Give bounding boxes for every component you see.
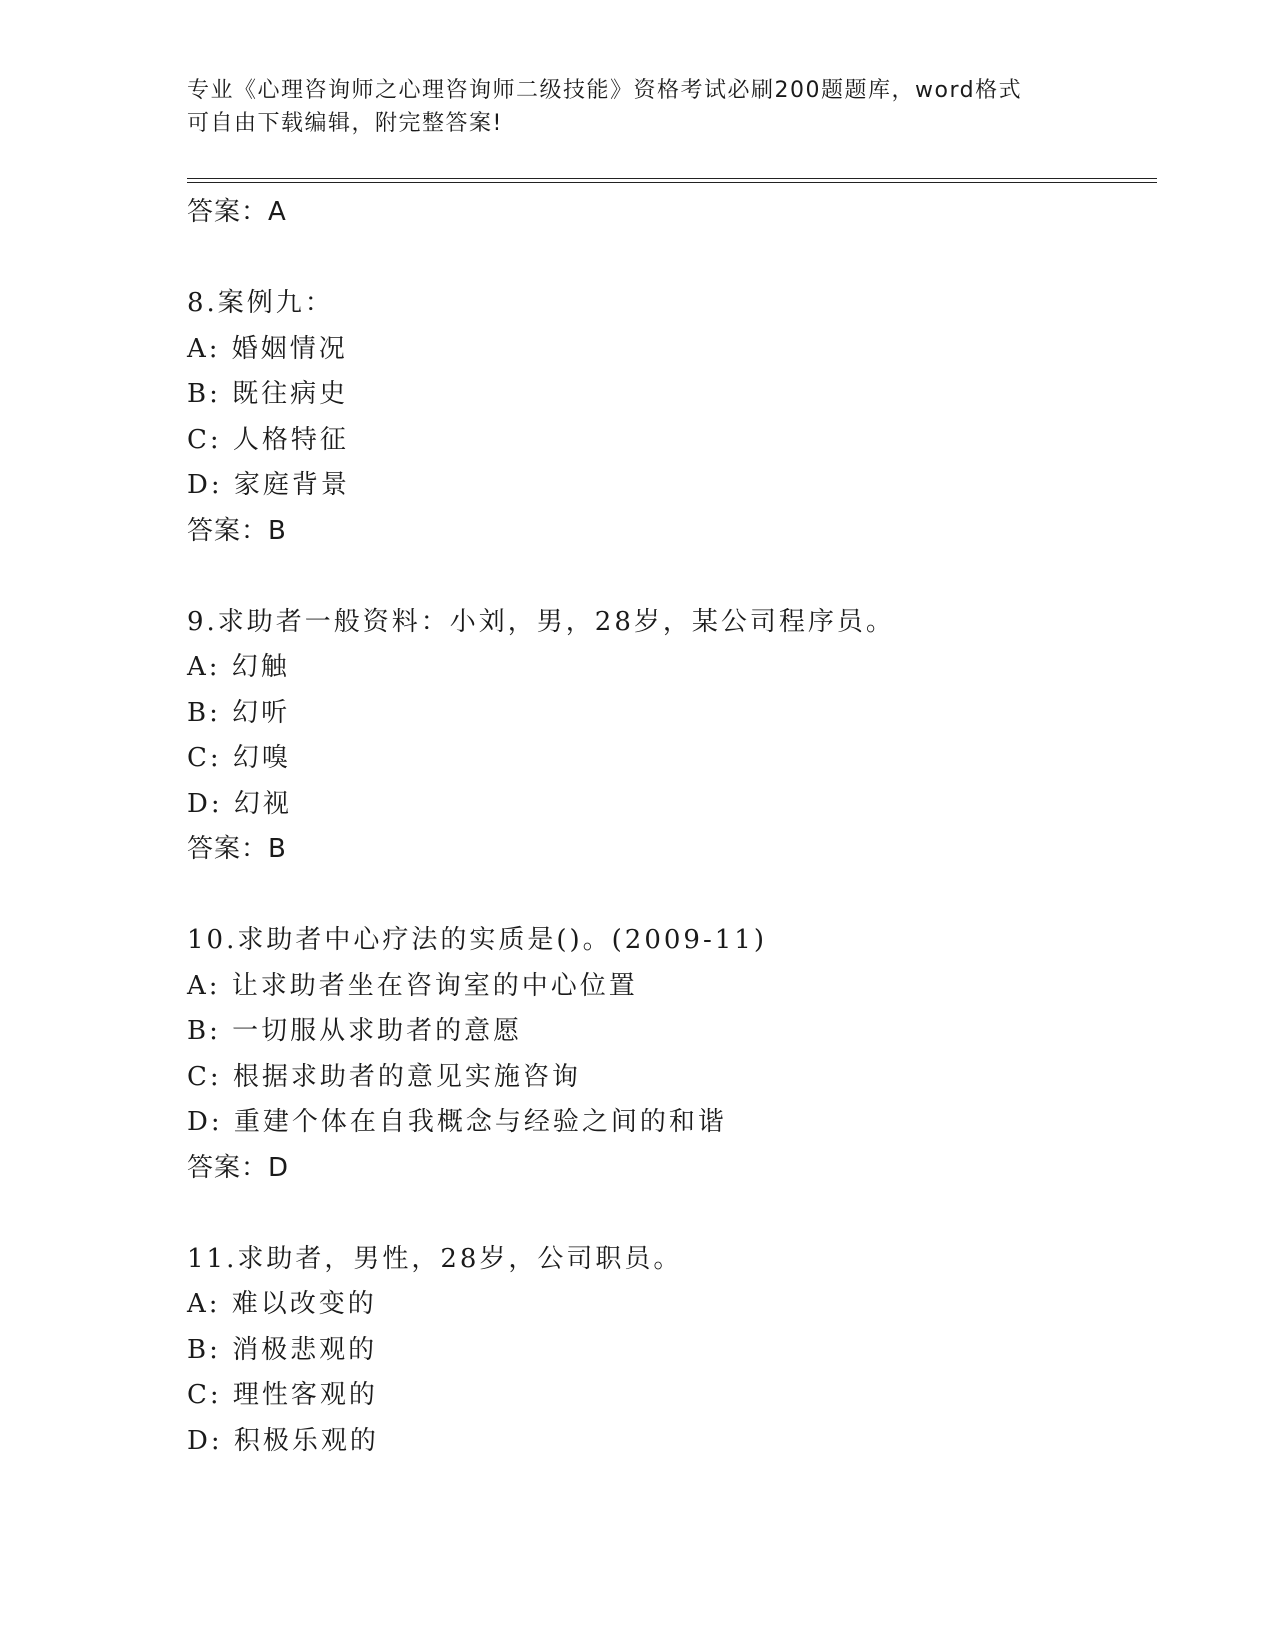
answer-option: C: 人格特征 (187, 424, 349, 455)
spacer (187, 1191, 1157, 1237)
answer-option: A: 让求助者坐在咨询室的中心位置 (187, 970, 638, 1001)
answer-option: B: 一切服从求助者的意愿 (187, 1016, 523, 1046)
header-double-rule (187, 178, 1157, 183)
answer-option: D: 重建个体在自我概念与经验之间的和谐 (187, 1107, 727, 1137)
answer-option: B: 既往病史 (187, 379, 349, 409)
answer-line: 答案：D (187, 1152, 290, 1183)
answer-option: B: 幻听 (187, 697, 291, 728)
answer-option: C: 理性客观的 (187, 1380, 378, 1410)
question-stem: 8.案例九： (187, 288, 334, 318)
spacer (187, 236, 1157, 282)
header-line-2: 可自由下载编辑，附完整答案! (187, 111, 503, 136)
answer-option: D: 积极乐观的 (187, 1425, 379, 1456)
answer-option: C: 幻嗅 (187, 743, 291, 773)
answer-option: A: 难以改变的 (187, 1289, 377, 1319)
answer-option: A: 婚姻情况 (187, 333, 348, 364)
question-stem: 11.求助者，男性，28岁，公司职员。 (187, 1243, 683, 1274)
answer-option: B: 消极悲观的 (187, 1334, 378, 1365)
answer-line: 答案：B (187, 834, 287, 864)
question-list (187, 190, 1157, 1464)
answer-line: 答案：A (187, 197, 287, 227)
header-line-1: 专业《心理咨询师之心理咨询师二级技能》资格考试必刷200题题库，word格式 (187, 78, 1023, 103)
page-header (187, 74, 1087, 140)
spacer (187, 554, 1157, 600)
answer-option: D: 家庭背景 (187, 470, 350, 500)
answer-line: 答案：B (187, 515, 287, 546)
answer-option: C: 根据求助者的意见实施咨询 (187, 1061, 581, 1092)
answer-option: A: 幻触 (187, 652, 290, 682)
question-stem: 10.求助者中心疗法的实质是()。(2009-11) (187, 925, 767, 955)
question-stem: 9.求助者一般资料：小刘，男，28岁，某公司程序员。 (187, 606, 895, 637)
answer-option: D: 幻视 (187, 788, 292, 819)
spacer (187, 873, 1157, 919)
